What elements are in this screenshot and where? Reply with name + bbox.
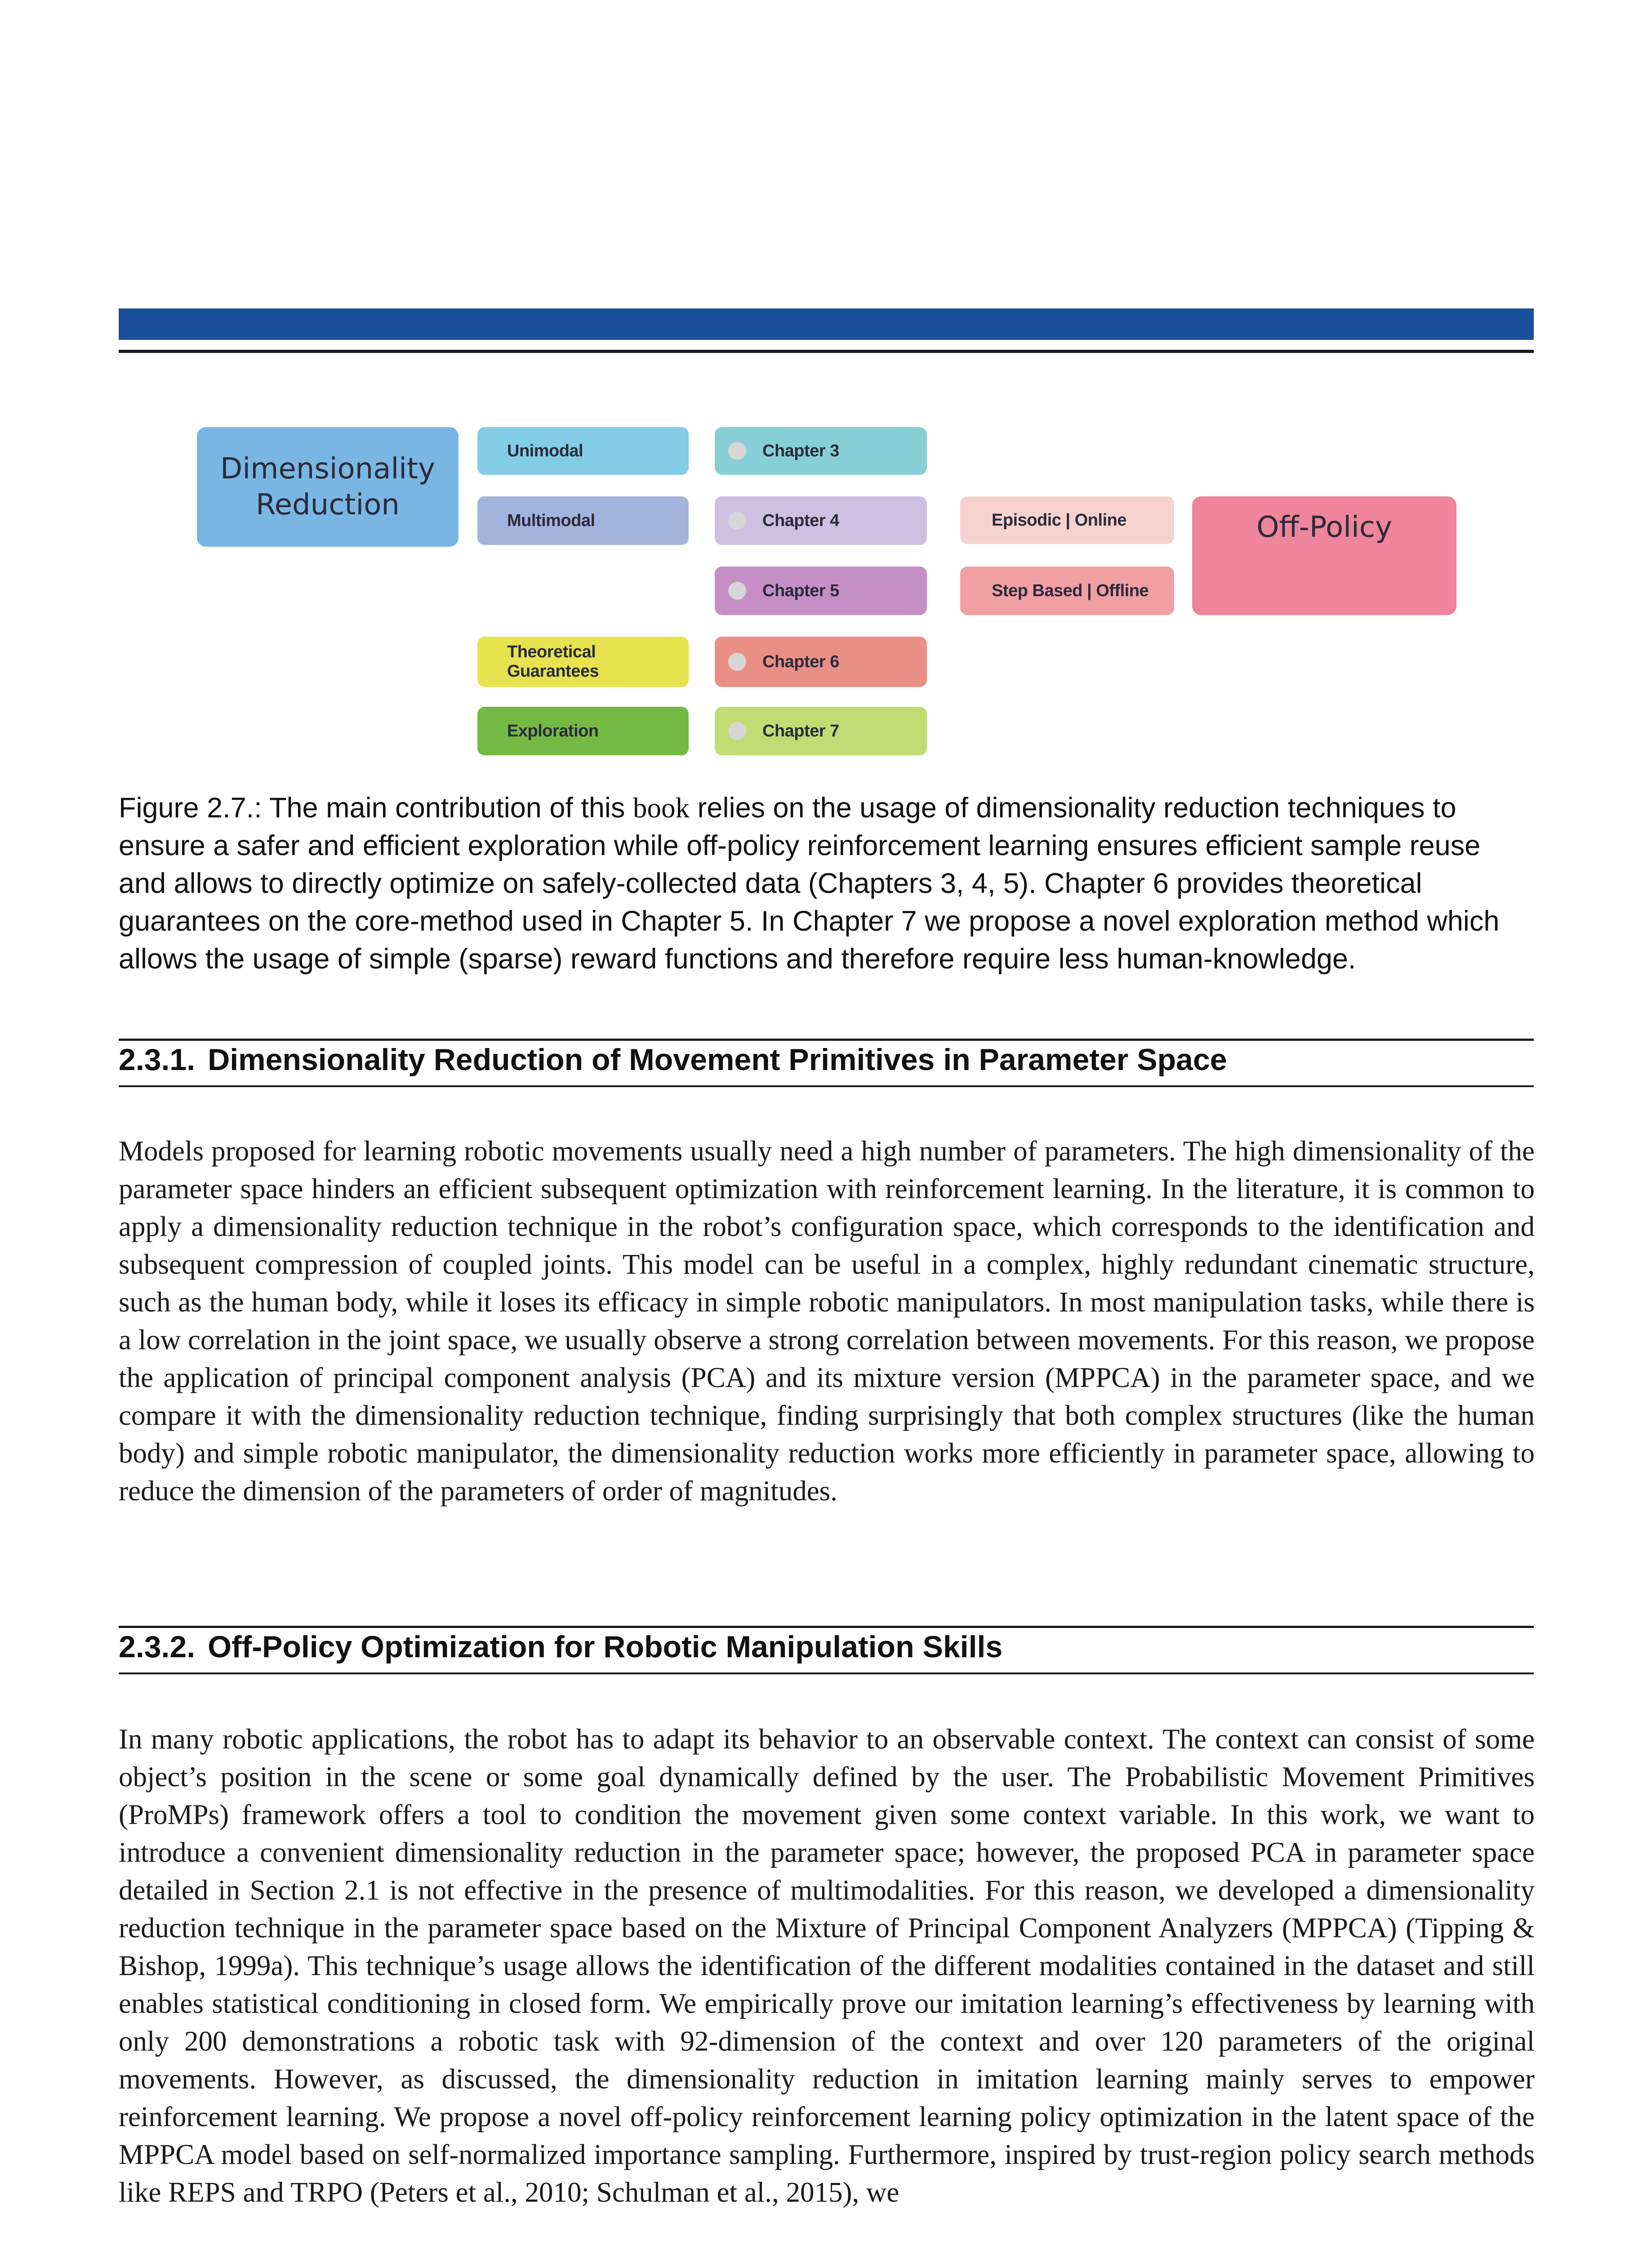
chapter-3-label: Chapter 3: [762, 441, 839, 460]
section-2-bottom-rule: [119, 1673, 1534, 1674]
section-2-heading: [119, 1629, 1534, 1664]
chapter-3-box: [715, 427, 927, 475]
unimodal-box: Unimodal: [477, 427, 689, 475]
episodic-online-box: Episodic | Online: [960, 496, 1174, 544]
caption-book: book: [632, 792, 690, 824]
header-rule: [119, 350, 1534, 353]
figure-caption: [119, 789, 1535, 978]
section-1-number: 2.3.1.: [119, 1043, 196, 1077]
section-1-heading: [119, 1042, 1534, 1077]
chapter-7-dot: [728, 722, 746, 740]
chapter-5-dot: [728, 582, 746, 600]
chapter-header-bar: [119, 308, 1534, 340]
chapter-6-dot: [728, 653, 746, 671]
caption-rest: relies on the usage of dimensionality reduction techniques to ensure a safer and efficient exploration while off-policy reinforcement learning ensures efficient sample reuse and allows to directly optimize on safely-collected data (Chapters 3, 4, 5). Chapter 6 provides theoretical guarantees on the core-method used in Chapter 5. In Chapter 7 we propose a novel exploration method which allows the usage of simple (sparse) reward functions and therefore require less human-knowledge.: [119, 792, 1500, 975]
exploration-box: Exploration: [477, 707, 689, 755]
caption-prefix: Figure 2.7.: The main contribution of this: [119, 792, 633, 824]
section-2-top-rule: [119, 1626, 1534, 1628]
section-1-title: Dimensionality Reduction of Movement Primitives in Parameter Space: [208, 1043, 1227, 1077]
chapter-6-label: Chapter 6: [762, 652, 839, 671]
chapter-7-label: Chapter 7: [762, 721, 839, 740]
section-1-body: Models proposed for learning robotic movements usually need a high number of parameters. The high dimensionality of the parameter space hinders an efficient subsequent optimization with reinforcement learning. In the literature, it is common to apply a dimensionality reduction technique in the robot’s configuration space, which corresponds to the identification and subsequent compression of coupled joints. This model can be useful in a complex, highly redundant cinematic structure, such as the human body, while it loses its efficacy in simple robotic manipulators. In most manipulation tasks, while there is a low correlation in the joint space, we usually observe a strong correlation between movements. For this reason, we propose the application of principal component analysis (PCA) and its mixture version (MPPCA) in the parameter space, and we compare it with the dimensionality reduction technique, finding surprisingly that both complex structures (like the human body) and simple robotic manipulator, the dimensionality reduction works more efficiently in parameter space, allowing to reduce the dimension of the parameters of order of magnitudes.: [119, 1135, 1535, 1507]
section-1-top-rule: [119, 1039, 1534, 1041]
section-2-title: Off-Policy Optimization for Robotic Manipulation Skills: [208, 1630, 1003, 1664]
chapter-5-label: Chapter 5: [762, 581, 839, 600]
chapter-6-box: [715, 637, 927, 687]
dimensionality-reduction-box: Dimensionality Reduction: [197, 427, 459, 547]
step-based-offline-box: Step Based | Offline: [960, 566, 1174, 615]
section-2-body: In many robotic applications, the robot has to adapt its behavior to an observable context. The context can consist of some object’s position in the scene or some goal dynamically defined by the user. The Probabilistic Movement Primitives (ProMPs) framework offers a tool to condition the movement given some context variable. In this work, we want to introduce a convenient dimensionality reduction in the parameter space; however, the proposed PCA in parameter space detailed in Section 2.1 is not effective in the presence of multimodalities. For this reason, we developed a dimensionality reduction technique in the parameter space based on the Mixture of Principal Component Analyzers (MPPCA) (Tipping & Bishop, 1999a). This technique’s usage allows the identification of the different modalities contained in the dataset and still enables statistical conditioning in closed form. We empirically prove our imitation learning’s effectiveness by learning with only 200 demonstrations a robotic task with 92-dimension of the context and over 120 parameters of the original movements. However, as discussed, the dimensionality reduction in imitation learning mainly serves to empower reinforcement learning. We propose a novel off-policy reinforcement learning policy optimization in the latent space of the MPPCA model based on self-normalized importance sampling. Furthermore, inspired by trust-region policy search methods like REPS and TRPO (Peters et al., 2010; Schulman et al., 2015), we: [119, 1723, 1535, 2208]
chapter-4-dot: [728, 512, 746, 530]
chapter-4-box: [715, 496, 927, 545]
theoretical-guarantees-box: Theoretical Guarantees: [477, 637, 689, 687]
multimodal-box: Multimodal: [477, 496, 689, 545]
off-policy-box: Off-Policy: [1192, 496, 1456, 615]
section-1-bottom-rule: [119, 1085, 1534, 1087]
section-2-number: 2.3.2.: [119, 1630, 196, 1664]
chapter-4-label: Chapter 4: [762, 511, 839, 530]
chapter-5-box: [715, 566, 927, 615]
chapter-3-dot: [728, 442, 746, 460]
chapter-7-box: [715, 707, 927, 755]
